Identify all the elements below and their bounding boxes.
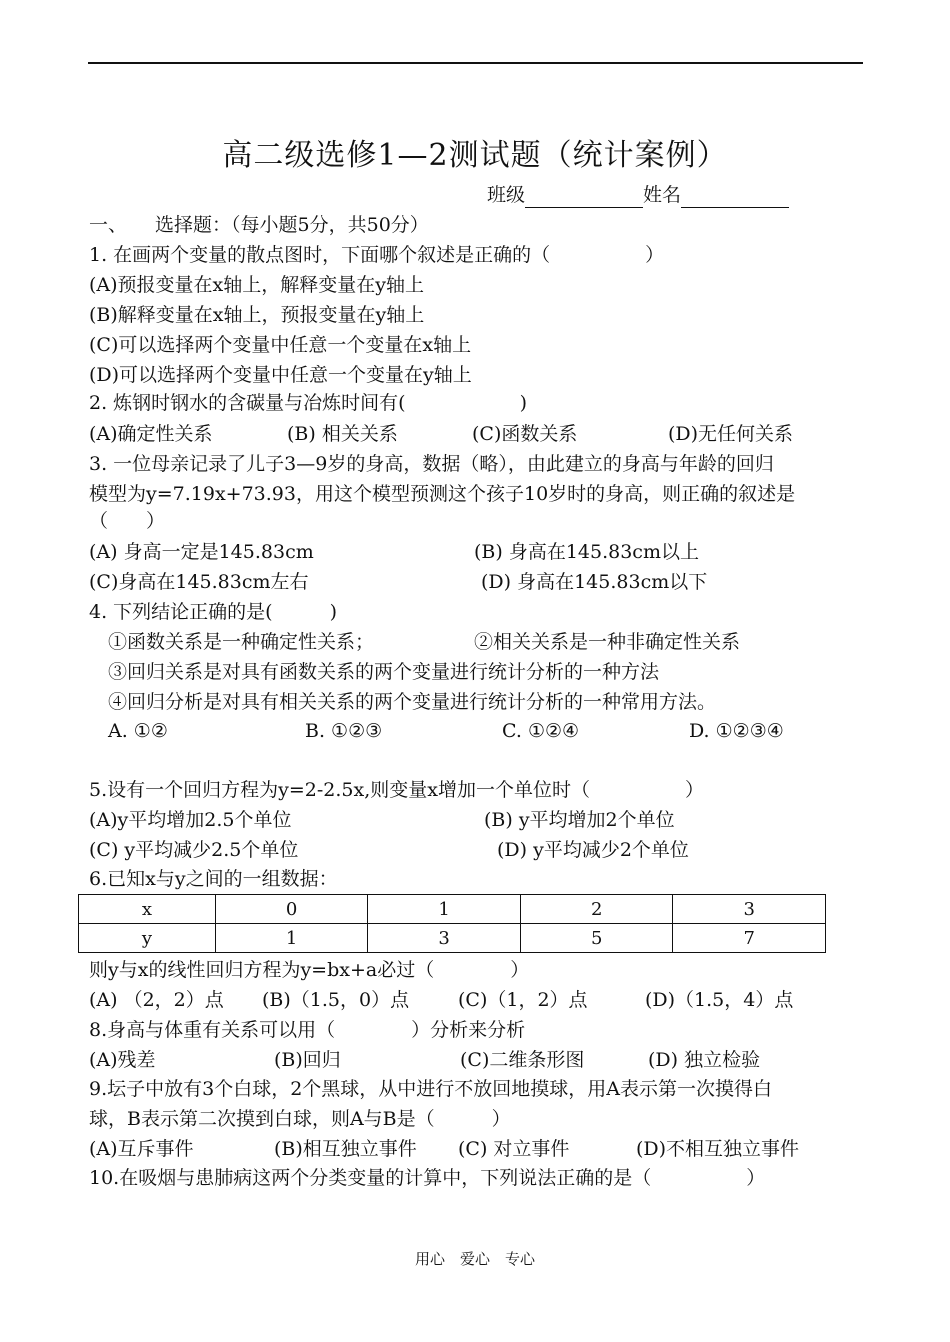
q10-stem: 10.在吸烟与患肺病这两个分类变量的计算中，下列说法正确的是（ ） <box>89 1167 766 1189</box>
table-cell: x <box>79 895 216 924</box>
q2-option-d: (D)无任何关系 <box>668 423 794 445</box>
q1-option-a: (A)预报变量在x轴上，解释变量在y轴上 <box>89 274 424 296</box>
q9-option-b: (B)相互独立事件 <box>274 1138 417 1160</box>
q3-stem-line3: （ ） <box>89 510 166 532</box>
name-label: 姓名 <box>643 184 682 206</box>
q8-stem: 8.身高与体重有关系可以用（ ）分析来分析 <box>89 1019 526 1041</box>
q4-item-4: ④回归分析是对具有相关关系的两个变量进行统计分析的一种常用方法。 <box>108 691 717 713</box>
q4-option-d: D. ①②③④ <box>689 720 784 742</box>
class-blank[interactable] <box>525 187 643 208</box>
q8-option-d: (D) 独立检验 <box>648 1049 761 1071</box>
q1-stem: 1. 在画两个变量的散点图时，下面哪个叙述是正确的（ ） <box>89 244 665 266</box>
q8-option-c: (C)二维条形图 <box>460 1049 585 1071</box>
q5-option-a: (A)y平均增加2.5个单位 <box>89 809 292 831</box>
q8-option-a: (A)残差 <box>89 1049 156 1071</box>
table-cell: 3 <box>673 895 826 924</box>
table-cell: 1 <box>215 924 368 953</box>
q9-option-a: (A)互斥事件 <box>89 1138 194 1160</box>
q4-option-b: B. ①②③ <box>305 720 383 742</box>
section-number: 一、 <box>89 214 128 236</box>
top-rule <box>88 62 863 64</box>
q9-stem-line2: 球，B表示第二次摸到白球，则A与B是（ ） <box>89 1108 511 1130</box>
name-blank[interactable] <box>681 187 789 208</box>
q5-option-d: (D) y平均减少2个单位 <box>497 839 689 861</box>
q2-option-a: (A)确定性关系 <box>89 423 213 445</box>
q3-option-c: (C)身高在145.83cm左右 <box>89 571 309 593</box>
q5-option-b: (B) y平均增加2个单位 <box>484 809 675 831</box>
table-row <box>79 895 826 924</box>
class-label: 班级 <box>487 184 526 206</box>
q6-option-d: (D)（1.5，4）点 <box>645 989 794 1011</box>
q6-option-c: (C)（1，2）点 <box>458 989 588 1011</box>
q6-stem2: 则y与x的线性回归方程为y=bx+a必过（ ） <box>89 959 530 981</box>
q4-item-2: ②相关关系是一种非确定性关系 <box>474 631 741 653</box>
q4-stem: 4. 下列结论正确的是( ) <box>89 601 337 623</box>
q4-item-3: ③回归关系是对具有函数关系的两个变量进行统计分析的一种方法 <box>108 661 660 683</box>
q9-option-c: (C) 对立事件 <box>458 1138 570 1160</box>
table-cell: 5 <box>520 924 673 953</box>
q5-option-c: (C) y平均减少2.5个单位 <box>89 839 299 861</box>
q8-option-b: (B)回归 <box>274 1049 341 1071</box>
q2-stem: 2. 炼钢时钢水的含碳量与冶炼时间有( ) <box>89 392 527 414</box>
page-footer: 用心 爱心 专心 <box>414 1250 535 1268</box>
table-cell: 3 <box>368 924 521 953</box>
q3-option-b: (B) 身高在145.83cm以上 <box>474 541 699 563</box>
table-cell: 7 <box>673 924 826 953</box>
q6-option-a: (A) （2，2）点 <box>89 989 224 1011</box>
table-cell: 2 <box>520 895 673 924</box>
q6-option-b: (B)（1.5，0）点 <box>262 989 410 1011</box>
q9-stem-line1: 9.坛子中放有3个白球，2个黑球，从中进行不放回地摸球，用A表示第一次摸得白 <box>89 1078 773 1100</box>
q4-option-c: C. ①②④ <box>502 720 580 742</box>
q5-stem: 5.设有一个回归方程为y=2-2.5x,则变量x增加一个单位时（ ） <box>89 779 704 801</box>
q1-option-c: (C)可以选择两个变量中任意一个变量在x轴上 <box>89 334 472 356</box>
q1-option-b: (B)解释变量在x轴上，预报变量在y轴上 <box>89 304 425 326</box>
student-info <box>487 182 789 208</box>
q3-stem-line2: 模型为y=7.19x+73.93，用这个模型预测这个孩子10岁时的身高，则正确的叙述是 <box>89 483 796 505</box>
q4-option-a: A. ①② <box>108 720 168 742</box>
page-title: 高二级选修1—2测试题（统计案例） <box>222 138 728 173</box>
table-row <box>79 924 826 953</box>
q3-option-a: (A) 身高一定是145.83cm <box>89 541 314 563</box>
q2-option-c: (C)函数关系 <box>472 423 578 445</box>
q3-option-d: (D) 身高在145.83cm以下 <box>481 571 708 593</box>
q6-stem: 6.已知x与y之间的一组数据： <box>89 868 338 890</box>
table-cell: 1 <box>368 895 521 924</box>
q4-item-1: ①函数关系是一种确定性关系； <box>108 631 375 653</box>
q9-option-d: (D)不相互独立事件 <box>636 1138 800 1160</box>
table-cell: 0 <box>215 895 368 924</box>
q1-option-d: (D)可以选择两个变量中任意一个变量在y轴上 <box>89 364 472 386</box>
section-heading <box>89 212 429 238</box>
table-cell: y <box>79 924 216 953</box>
q3-stem-line1: 3. 一位母亲记录了儿子3—9岁的身高，数据（略），由此建立的身高与年龄的回归 <box>89 453 774 475</box>
q6-data-table <box>78 894 826 953</box>
q2-option-b: (B) 相关关系 <box>287 423 398 445</box>
section-text: 选择题：（每小题5分，共50分） <box>155 214 429 236</box>
